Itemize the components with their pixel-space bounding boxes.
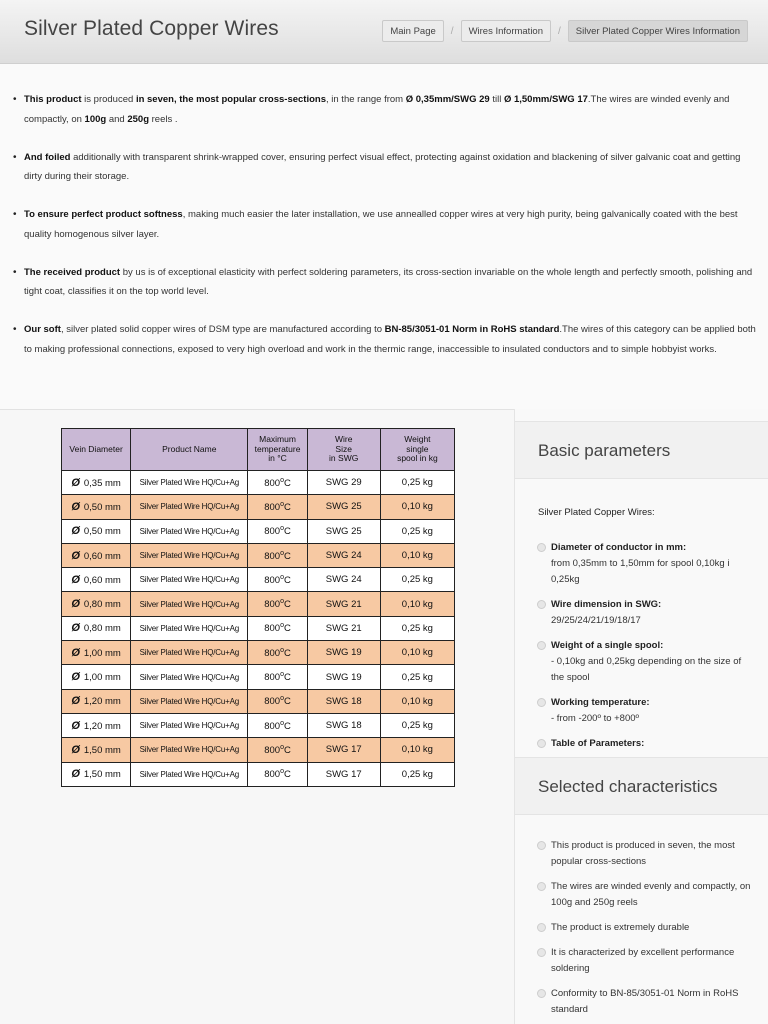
diameter-icon: Ø bbox=[71, 695, 80, 708]
basic-parameter-item bbox=[537, 695, 752, 727]
degree-icon: o bbox=[280, 671, 284, 679]
col-product-name bbox=[131, 429, 248, 471]
col-weight bbox=[380, 429, 454, 471]
cell-product: Silver Plated Wire HQ/Cu+Ag bbox=[131, 568, 248, 592]
characteristic-text: The product is extremely durable bbox=[551, 922, 690, 933]
temperature-value: 800 bbox=[264, 696, 281, 708]
degree-icon: o bbox=[280, 695, 284, 703]
temperature-unit: C bbox=[283, 647, 291, 659]
degree-icon: o bbox=[280, 743, 284, 751]
cell-weight: 0,10 kg bbox=[380, 641, 454, 665]
parameter-label: Working temperature: bbox=[551, 697, 650, 708]
text-run: by us is of exceptional elasticity with perfect soldering parameters, its cross-section invariable on the whole length and perfectly smooth, polishing and tight coat, classifies it on the top world level. bbox=[24, 266, 753, 297]
sidebar bbox=[514, 409, 768, 1024]
parameter-value: from 0,35mm to 1,50mm for spool 0,10kg i 0,25kg bbox=[551, 558, 730, 585]
diameter-icon: Ø bbox=[71, 622, 80, 635]
bullet-circle-icon bbox=[537, 841, 546, 850]
temperature-unit: C bbox=[283, 574, 291, 586]
cell-weight: 0,25 kg bbox=[380, 762, 454, 786]
table-row bbox=[62, 641, 455, 665]
basic-parameters-title: Basic parameters bbox=[538, 441, 671, 460]
cell-swg: SWG 24 bbox=[307, 543, 380, 567]
cell-temperature bbox=[248, 616, 307, 640]
cell-product: Silver Plated Wire HQ/Cu+Ag bbox=[131, 495, 248, 519]
header-label: Weight bbox=[404, 434, 431, 445]
header-label: Vein Diameter bbox=[69, 443, 123, 454]
intro-bullet bbox=[13, 90, 758, 129]
cell-weight: 0,25 kg bbox=[380, 519, 454, 543]
temperature-unit: C bbox=[283, 526, 291, 538]
cell-weight: 0,10 kg bbox=[380, 689, 454, 713]
bullet-circle-icon bbox=[537, 739, 546, 748]
cell-temperature bbox=[248, 543, 307, 567]
degree-icon: o bbox=[280, 719, 284, 727]
intro-bullet bbox=[13, 148, 758, 187]
temperature-unit: C bbox=[283, 672, 291, 684]
cell-temperature bbox=[248, 738, 307, 762]
characteristic-text: The wires are winded evenly and compactly, on 100g and 250g reels bbox=[551, 881, 751, 908]
bullet-circle-icon bbox=[537, 641, 546, 650]
header-label: Maximum bbox=[259, 434, 296, 445]
text-run: reels . bbox=[149, 113, 178, 125]
cell-diameter bbox=[62, 713, 131, 737]
selected-characteristics-list bbox=[537, 838, 752, 1024]
intro-bullet bbox=[13, 263, 758, 302]
diameter-value: 0,60 mm bbox=[83, 574, 121, 586]
col-max-temperature bbox=[248, 429, 307, 471]
bold-text: And foiled bbox=[24, 151, 71, 163]
text-run: additionally with transparent shrink-wrapped cover, ensuring perfect visual effect, protecting against oxidation and blackening of silver galvanic coat and getting dirty during their storage. bbox=[24, 151, 741, 182]
bold-text: To ensure perfect product softness bbox=[24, 209, 183, 220]
cell-swg: SWG 21 bbox=[307, 592, 380, 616]
cell-diameter bbox=[62, 762, 131, 786]
bold-text: Our soft bbox=[24, 324, 61, 335]
diameter-value: 0,60 mm bbox=[83, 550, 121, 562]
degree-icon: o bbox=[280, 525, 284, 533]
bold-text: Ø 1,50mm/SWG 17 bbox=[503, 94, 588, 105]
intro-list bbox=[13, 90, 758, 378]
temperature-unit: C bbox=[283, 550, 291, 562]
table-row bbox=[62, 616, 455, 640]
cell-temperature bbox=[248, 641, 307, 665]
bold-text: This product bbox=[24, 94, 82, 105]
cell-temperature bbox=[248, 592, 307, 616]
diameter-value: 1,20 mm bbox=[83, 720, 121, 732]
cell-diameter bbox=[62, 592, 131, 616]
cell-temperature bbox=[248, 713, 307, 737]
cell-swg: SWG 17 bbox=[307, 762, 380, 786]
diameter-icon: Ø bbox=[71, 500, 80, 513]
text-run: , silver plated solid copper wires of DSM type are manufactured according to bbox=[60, 324, 385, 335]
cell-weight: 0,25 kg bbox=[380, 665, 454, 689]
cell-product: Silver Plated Wire HQ/Cu+Ag bbox=[131, 738, 248, 762]
cell-diameter bbox=[62, 738, 131, 762]
parameter-value: - 0,10kg and 0,25kg depending on the size of the spool bbox=[551, 656, 742, 683]
diameter-icon: Ø bbox=[71, 743, 80, 756]
table-row bbox=[62, 519, 455, 543]
cell-diameter bbox=[62, 616, 131, 640]
basic-parameter-item bbox=[537, 736, 752, 752]
header-label: single bbox=[406, 443, 429, 454]
col-wire-size bbox=[307, 429, 380, 471]
temperature-unit: C bbox=[283, 696, 291, 708]
degree-icon: o bbox=[280, 476, 284, 484]
bold-text: The received product bbox=[24, 266, 121, 278]
cell-temperature bbox=[248, 471, 307, 495]
basic-parameter-item bbox=[537, 597, 752, 629]
header-label: in °C bbox=[268, 453, 287, 464]
bullet-circle-icon bbox=[537, 698, 546, 707]
table-row bbox=[62, 713, 455, 737]
diameter-value: 0,80 mm bbox=[83, 599, 121, 611]
cell-weight: 0,10 kg bbox=[380, 543, 454, 567]
table-row bbox=[62, 689, 455, 713]
characteristic-item bbox=[537, 945, 752, 977]
diameter-value: 1,50 mm bbox=[83, 769, 121, 781]
cell-temperature bbox=[248, 495, 307, 519]
temperature-value: 800 bbox=[264, 574, 281, 586]
cell-product: Silver Plated Wire HQ/Cu+Ag bbox=[131, 543, 248, 567]
diameter-value: 0,35 mm bbox=[83, 477, 121, 489]
temperature-value: 800 bbox=[264, 550, 281, 562]
cell-swg: SWG 25 bbox=[307, 519, 380, 543]
selected-characteristics-title: Selected characteristics bbox=[538, 777, 718, 796]
diameter-icon: Ø bbox=[71, 476, 80, 489]
cell-product: Silver Plated Wire HQ/Cu+Ag bbox=[131, 641, 248, 665]
header-label: in SWG bbox=[329, 453, 359, 464]
cell-diameter bbox=[62, 665, 131, 689]
header-label: Product Name bbox=[162, 443, 217, 454]
characteristic-item bbox=[537, 879, 752, 911]
temperature-value: 800 bbox=[264, 672, 281, 684]
temperature-value: 800 bbox=[264, 769, 281, 781]
temperature-value: 800 bbox=[264, 477, 281, 489]
table-header-row bbox=[62, 429, 455, 471]
diameter-icon: Ø bbox=[71, 646, 80, 659]
bullet-circle-icon bbox=[537, 882, 546, 891]
characteristic-text: Conformity to BN-85/3051-01 Norm in RoHS standard bbox=[551, 988, 739, 1015]
cell-diameter bbox=[62, 543, 131, 567]
degree-icon: o bbox=[280, 646, 284, 654]
cell-temperature bbox=[248, 519, 307, 543]
temperature-unit: C bbox=[283, 623, 291, 635]
diameter-icon: Ø bbox=[71, 525, 80, 538]
cell-swg: SWG 17 bbox=[307, 738, 380, 762]
degree-icon: o bbox=[280, 500, 284, 508]
cell-product: Silver Plated Wire HQ/Cu+Ag bbox=[131, 689, 248, 713]
breadcrumb bbox=[382, 20, 748, 42]
temperature-unit: C bbox=[283, 720, 291, 732]
cell-swg: SWG 18 bbox=[307, 713, 380, 737]
parameter-label: Wire dimension in SWG: bbox=[551, 599, 662, 610]
basic-parameters-header bbox=[515, 421, 768, 479]
text-run: , in the range from bbox=[326, 94, 406, 105]
text-run: , making much easier the later installation, we use annealled copper wires at very high purity, being galvanically coated with the best quality homogenous silver layer. bbox=[24, 209, 738, 240]
bold-text: 250g bbox=[127, 113, 149, 125]
temperature-value: 800 bbox=[264, 623, 281, 635]
characteristic-text: It is characterized by excellent performance soldering bbox=[551, 947, 735, 974]
cell-diameter bbox=[62, 495, 131, 519]
temperature-unit: C bbox=[283, 501, 291, 513]
characteristic-item bbox=[537, 920, 752, 936]
diameter-value: 0,50 mm bbox=[83, 501, 121, 513]
cell-weight: 0,25 kg bbox=[380, 713, 454, 737]
diameter-icon: Ø bbox=[71, 671, 80, 684]
temperature-value: 800 bbox=[264, 720, 281, 732]
diameter-value: 1,50 mm bbox=[83, 744, 121, 756]
header-label: temperature bbox=[254, 443, 301, 454]
bold-text: 100g bbox=[84, 113, 107, 125]
temperature-unit: C bbox=[283, 769, 291, 781]
diameter-icon: Ø bbox=[71, 549, 80, 562]
diameter-value: 1,00 mm bbox=[83, 672, 121, 684]
cell-temperature bbox=[248, 762, 307, 786]
cell-swg: SWG 18 bbox=[307, 689, 380, 713]
cell-product: Silver Plated Wire HQ/Cu+Ag bbox=[131, 713, 248, 737]
cell-weight: 0,25 kg bbox=[380, 568, 454, 592]
diameter-value: 0,80 mm bbox=[83, 623, 121, 635]
breadcrumb-separator: / bbox=[558, 25, 561, 37]
temperature-unit: C bbox=[283, 744, 291, 756]
characteristic-item bbox=[537, 986, 752, 1018]
text-run: and bbox=[106, 113, 128, 125]
table-row bbox=[62, 592, 455, 616]
cell-temperature bbox=[248, 665, 307, 689]
bold-text: in seven, the most popular cross-sections bbox=[135, 94, 326, 105]
header-label: Size bbox=[335, 443, 352, 454]
cell-diameter bbox=[62, 641, 131, 665]
temperature-value: 800 bbox=[264, 647, 281, 659]
table-row bbox=[62, 665, 455, 689]
basic-parameter-item bbox=[537, 540, 752, 588]
bullet-circle-icon bbox=[537, 543, 546, 552]
header-label: spool in kg bbox=[397, 453, 438, 464]
degree-icon: o bbox=[280, 549, 284, 557]
diameter-value: 1,20 mm bbox=[83, 696, 121, 708]
cell-product: Silver Plated Wire HQ/Cu+Ag bbox=[131, 616, 248, 640]
basic-parameter-item bbox=[537, 638, 752, 686]
breadcrumb-main-page[interactable]: Main Page bbox=[382, 20, 443, 42]
cell-swg: SWG 24 bbox=[307, 568, 380, 592]
diameter-icon: Ø bbox=[71, 719, 80, 732]
cell-product: Silver Plated Wire HQ/Cu+Ag bbox=[131, 592, 248, 616]
cell-temperature bbox=[248, 568, 307, 592]
cell-diameter bbox=[62, 519, 131, 543]
degree-icon: o bbox=[280, 573, 284, 581]
table-row bbox=[62, 471, 455, 495]
cell-product: Silver Plated Wire HQ/Cu+Ag bbox=[131, 762, 248, 786]
cell-swg: SWG 21 bbox=[307, 616, 380, 640]
cell-diameter bbox=[62, 689, 131, 713]
text-run: .The wires of this category can be applied both to making professional connections, exposed to very high overload and work in the thermic range, inaccessible to insulated conductors and to simple hobbyist works. bbox=[24, 324, 756, 355]
temperature-unit: C bbox=[283, 599, 291, 611]
temperature-value: 800 bbox=[264, 744, 281, 756]
table-row bbox=[62, 543, 455, 567]
diameter-icon: Ø bbox=[71, 598, 80, 611]
cell-diameter bbox=[62, 568, 131, 592]
temperature-value: 800 bbox=[264, 599, 281, 611]
parameters-table bbox=[61, 428, 455, 787]
diameter-icon: Ø bbox=[71, 768, 80, 781]
cell-swg: SWG 19 bbox=[307, 641, 380, 665]
breadcrumb-separator: / bbox=[450, 25, 454, 37]
bullet-circle-icon bbox=[537, 600, 546, 609]
basic-parameters-list bbox=[537, 540, 752, 752]
characteristic-item bbox=[537, 838, 752, 870]
cell-diameter bbox=[62, 471, 131, 495]
intro-bullet bbox=[13, 320, 758, 359]
table-row bbox=[62, 762, 455, 786]
cell-weight: 0,10 kg bbox=[380, 495, 454, 519]
cell-weight: 0,10 kg bbox=[380, 592, 454, 616]
page-title: Silver Plated Copper Wires bbox=[24, 17, 279, 40]
cell-swg: SWG 29 bbox=[307, 471, 380, 495]
parameter-label: Weight of a single spool: bbox=[551, 640, 664, 651]
temperature-unit: C bbox=[283, 477, 291, 489]
temperature-value: 800 bbox=[264, 501, 281, 513]
parameter-label: Table of Parameters: bbox=[551, 738, 645, 749]
cell-product: Silver Plated Wire HQ/Cu+Ag bbox=[131, 665, 248, 689]
degree-icon: o bbox=[280, 768, 284, 776]
table-row bbox=[62, 568, 455, 592]
text-run: till bbox=[489, 94, 504, 105]
parameter-label: Diameter of conductor in mm: bbox=[551, 542, 687, 553]
bullet-circle-icon bbox=[537, 948, 546, 957]
bullet-circle-icon bbox=[537, 923, 546, 932]
intro-bullet bbox=[13, 205, 758, 244]
breadcrumb-wires-information[interactable]: Wires Information bbox=[461, 20, 551, 42]
header-label: Wire bbox=[334, 434, 353, 445]
basic-parameters-subtitle: Silver Plated Copper Wires: bbox=[538, 507, 655, 518]
cell-weight: 0,10 kg bbox=[380, 738, 454, 762]
cell-swg: SWG 25 bbox=[307, 495, 380, 519]
breadcrumb-current-page[interactable]: Silver Plated Copper Wires Information bbox=[568, 20, 748, 42]
col-vein-diameter bbox=[62, 429, 131, 471]
parameter-value: - from -200º to +800º bbox=[551, 713, 639, 724]
table-body bbox=[62, 471, 455, 787]
degree-icon: o bbox=[280, 598, 284, 606]
table-row bbox=[62, 495, 455, 519]
page-header bbox=[0, 0, 768, 64]
selected-characteristics-header bbox=[515, 757, 768, 815]
temperature-value: 800 bbox=[264, 526, 281, 538]
bold-text: BN-85/3051-01 Norm in RoHS standard bbox=[384, 324, 560, 335]
cell-product: Silver Plated Wire HQ/Cu+Ag bbox=[131, 519, 248, 543]
table-row bbox=[62, 738, 455, 762]
text-run: .The wires are winded evenly and compactly, on bbox=[24, 94, 730, 125]
cell-weight: 0,25 kg bbox=[380, 471, 454, 495]
bold-text: Ø 0,35mm/SWG 29 bbox=[405, 94, 490, 105]
diameter-icon: Ø bbox=[71, 573, 80, 586]
cell-weight: 0,25 kg bbox=[380, 616, 454, 640]
cell-product: Silver Plated Wire HQ/Cu+Ag bbox=[131, 471, 248, 495]
degree-icon: o bbox=[280, 622, 284, 630]
bullet-circle-icon bbox=[537, 989, 546, 998]
text-run: is produced bbox=[81, 94, 136, 105]
diameter-value: 0,50 mm bbox=[83, 526, 121, 538]
characteristic-text: This product is produced in seven, the most popular cross-sections bbox=[551, 840, 735, 867]
diameter-value: 1,00 mm bbox=[83, 647, 121, 659]
parameter-value: 29/25/24/21/19/18/17 bbox=[551, 615, 641, 626]
cell-temperature bbox=[248, 689, 307, 713]
cell-swg: SWG 19 bbox=[307, 665, 380, 689]
